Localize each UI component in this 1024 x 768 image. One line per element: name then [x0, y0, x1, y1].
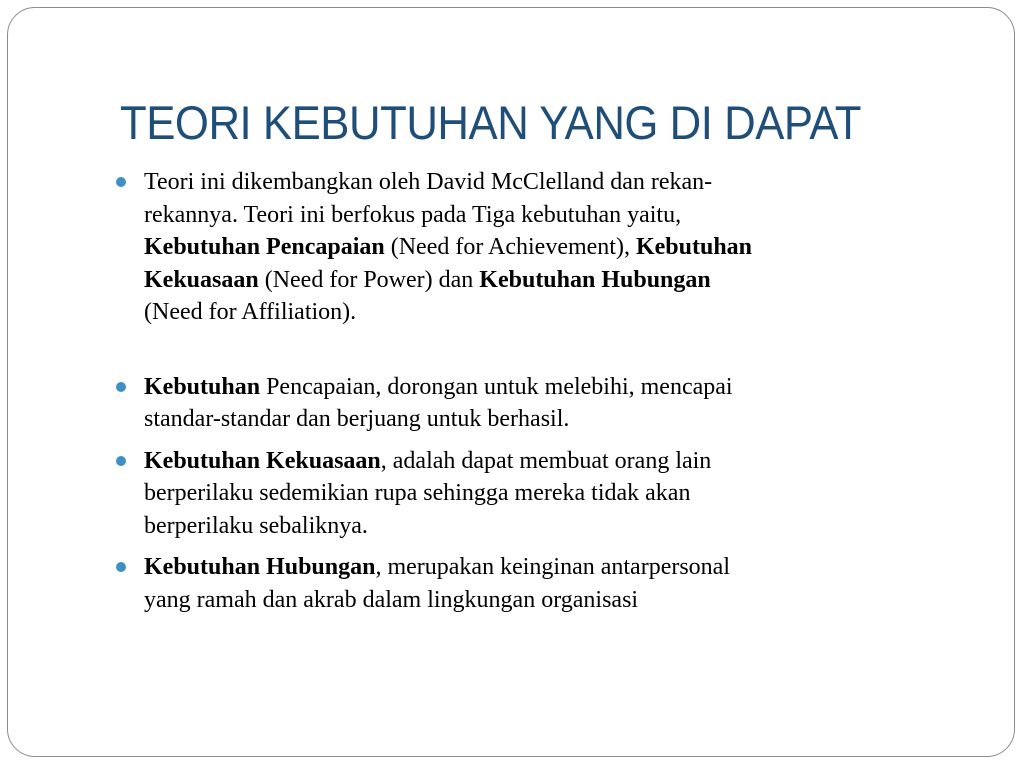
bullet-1-line-2: rekannya. Teori ini berfokus pada Tiga kebutuhan yaitu,	[144, 201, 682, 228]
slide-content	[112, 166, 972, 616]
bullet-item-2	[112, 371, 972, 436]
slide-title: TEORI KEBUTUHAN YANG DI DAPAT	[120, 96, 862, 149]
bold-kebutuhan: Kebutuhan	[635, 234, 753, 260]
bullet-4-line-1: Kebutuhan Hubungan, merupakan keinginan antarpersonal	[144, 554, 730, 580]
bullet-dot-icon	[116, 177, 126, 187]
bullet-dot-icon	[116, 456, 126, 466]
bold-kekuasaan: Kekuasaan	[144, 266, 259, 293]
bullet-2-line-2: standar-standar dan berjuang untuk berhasil.	[144, 406, 570, 432]
bullet-item-4	[112, 551, 972, 616]
bullet-1-line-3: Kebutuhan Pencapaian (Need for Achievement), Kebutuhan	[144, 234, 753, 260]
bullet-1-line-5: (Need for Affiliation).	[144, 299, 357, 325]
bullet-3-line-2: berperilaku sedemikian rupa sehingga mereka tidak akan	[144, 480, 691, 506]
bold-kebutuhan-pencapaian: Kebutuhan Pencapaian	[144, 234, 385, 260]
bullet-dot-icon	[116, 382, 126, 392]
bullet-1-line-1: Teori ini dikembangkan oleh David McClelland dan rekan-	[144, 169, 713, 195]
bullet-2-line-1: Kebutuhan Pencapaian, dorongan untuk melebihi, mencapai	[144, 373, 733, 400]
bullet-3-line-1: Kebutuhan Kekuasaan, adalah dapat membuat orang lain	[144, 447, 712, 474]
bullet-item-1	[112, 166, 972, 329]
bullet-1-line-4: Kekuasaan (Need for Power) dan Kebutuhan Hubungan	[144, 266, 711, 293]
bullet-item-3	[112, 445, 972, 543]
bullet-dot-icon	[116, 562, 126, 572]
bullet-3-line-3: berperilaku sebaliknya.	[144, 512, 368, 539]
bullet-4-line-2: yang ramah dan akrab dalam lingkungan organisasi	[144, 586, 639, 613]
bold-kebutuhan-hubungan: Kebutuhan Hubungan	[479, 266, 711, 293]
